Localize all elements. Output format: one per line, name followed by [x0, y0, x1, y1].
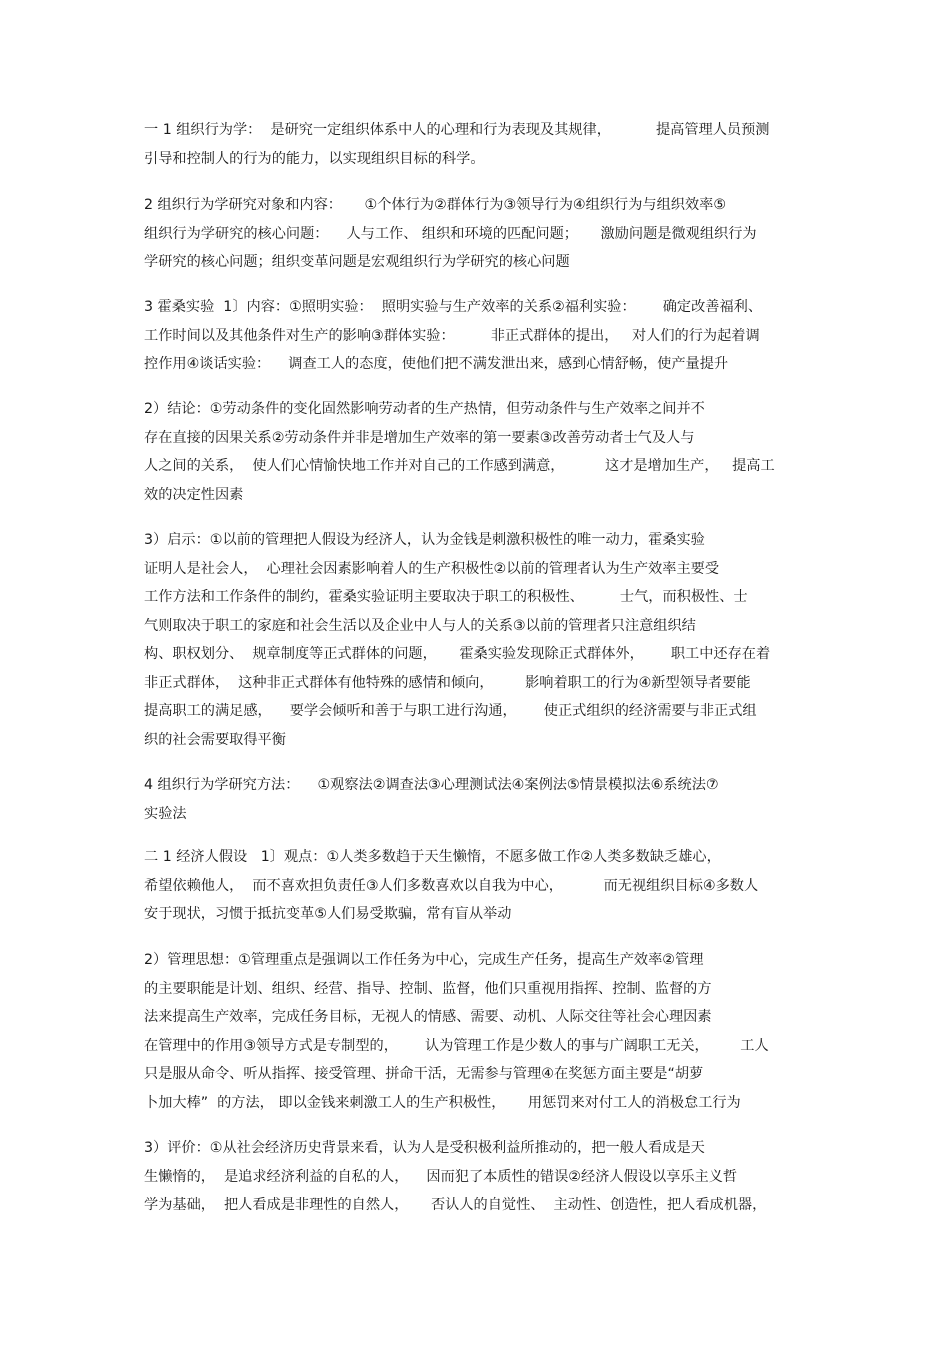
paragraph-1 — [144, 116, 834, 173]
text-line: 的主要职能是计划、组织、经营、指导、控制、监督，他们只重视用指挥、控制、监督的方 — [144, 980, 712, 997]
text-line: 人之间的关系， 使人们心情愉快地工作并对自己的工作感到满意， 这才是增加生产， 提高工 — [144, 458, 775, 474]
text-line: 法来提高生产效率，完成任务目标，无视人的情感、需要、动机、人际交往等社会心理因素 — [144, 1009, 712, 1025]
text-line: 构、职权划分、 规章制度等正式群体的问题， 霍桑实验发现除正式群体外， 职工中还存在着 — [144, 646, 771, 662]
text-line: 2）结论：①劳动条件的变化固然影响劳动者的生产热情，但劳动条件与生产效率之间并不 — [144, 401, 705, 417]
text-line: 在管理中的作用③领导方式是专制型的， 认为管理工作是少数人的事与广阔职工无关， 工人 — [144, 1037, 769, 1054]
text-line: 学为基础， 把人看成是非理性的自然人， 否认人的自觉性、 主动性、创造性，把人看成机器， — [144, 1197, 767, 1213]
text-line: 实验法 — [144, 805, 187, 822]
text-line: 引导和控制人的行为的能力，以实现组织目标的科学。 — [144, 150, 485, 167]
paragraph-8 — [144, 946, 834, 1117]
text-line: 希望依赖他人， 而不喜欢担负责任③人们多数喜欢以自我为中心， 而无视组织目标④多数人 — [144, 877, 759, 894]
paragraph-6 — [144, 771, 834, 828]
text-line: 提高职工的满足感， 要学会倾听和善于与职工进行沟通， 使正式组织的经济需要与非正式组 — [144, 703, 757, 719]
text-line: 组织行为学研究的核心问题： 人与工作、 组织和环境的匹配问题； 激励问题是微观组织行为 — [144, 225, 757, 242]
text-line: 一 1 组织行为学： 是研究一定组织体系中人的心理和行为表现及其规律， 提高管理人员预测 — [144, 122, 770, 138]
text-line: 证明人是社会人， 心理社会因素影响着人的生产积极性②以前的管理者认为生产效率主要受 — [144, 560, 720, 577]
text-line: 非正式群体， 这种非正式群体有他特殊的感情和倾向， 影响着职工的行为④新型领导者要能 — [144, 674, 751, 691]
text-line: 效的决定性因素 — [144, 486, 244, 503]
text-line: 3）评价：①从社会经济历史背景来看，认为人是受积极利益所推动的，把一般人看成是天 — [144, 1140, 705, 1156]
text-line: 4 组织行为学研究方法： ①观察法②调查法③心理测试法④案例法⑤情景模拟法⑥系统法⑦ — [144, 777, 719, 793]
text-line: 安于现状，习惯于抵抗变革⑤人们易受欺骗，常有盲从举动 — [144, 906, 512, 922]
text-line: 存在直接的因果关系②劳动条件并非是增加生产效率的第一要素③改善劳动者士气及人与 — [144, 429, 695, 446]
text-line: 只是服从命令、听从指挥、接受管理、拼命干活，无需参与管理④在奖惩方面主要是“胡萝 — [144, 1066, 704, 1082]
text-line: 3 霍桑实验 1〕内容：①照明实验： 照明实验与生产效率的关系②福利实验： 确定改善福利、 — [144, 299, 763, 315]
text-line: 生懒惰的， 是追求经济利益的自私的人， 因而犯了本质性的错误②经济人假设以享乐主义哲 — [144, 1168, 738, 1185]
text-line: 织的社会需要取得平衡 — [144, 731, 286, 748]
text-line: 工作时间以及其他条件对生产的影响③群体实验： 非正式群体的提出， 对人们的行为起着调 — [144, 327, 760, 344]
paragraph-3 — [144, 293, 834, 379]
text-line: 控作用④谈话实验： 调查工人的态度，使他们把不满发泄出来，感到心情舒畅，使产量提升 — [144, 356, 729, 372]
text-line: 2）管理思想：①管理重点是强调以工作任务为中心，完成生产任务，提高生产效率②管理 — [144, 952, 704, 968]
paragraph-9 — [144, 1134, 834, 1220]
text-line: 卜加大棒” 的方法， 即以金钱来刺激工人的生产积极性， 用惩罚来对付工人的消极怠工行为 — [144, 1094, 741, 1111]
text-line: 学研究的核心问题；组织变革问题是宏观组织行为学研究的核心问题 — [144, 254, 570, 270]
paragraph-2 — [144, 191, 834, 277]
paragraph-7 — [144, 843, 834, 929]
text-line: 二 1 经济人假设 1〕观点：①人类多数趋于天生懒惰，不愿多做工作②人类多数缺乏雄心， — [144, 849, 721, 865]
text-line: 工作方法和工作条件的制约，霍桑实验证明主要取决于职工的积极性、 士气，而积极性、士 — [144, 589, 748, 605]
text-line: 2 组织行为学研究对象和内容： ①个体行为②群体行为③领导行为④组织行为与组织效率⑤ — [144, 197, 727, 213]
paragraph-4 — [144, 395, 834, 509]
text-line: 气则取决于职工的家庭和社会生活以及企业中人与人的关系③以前的管理者只注意组织结 — [144, 617, 696, 634]
paragraph-5 — [144, 526, 834, 754]
text-line: 3）启示：①以前的管理把人假设为经济人，认为金钱是刺激积极性的唯一动力，霍桑实验 — [144, 532, 705, 548]
